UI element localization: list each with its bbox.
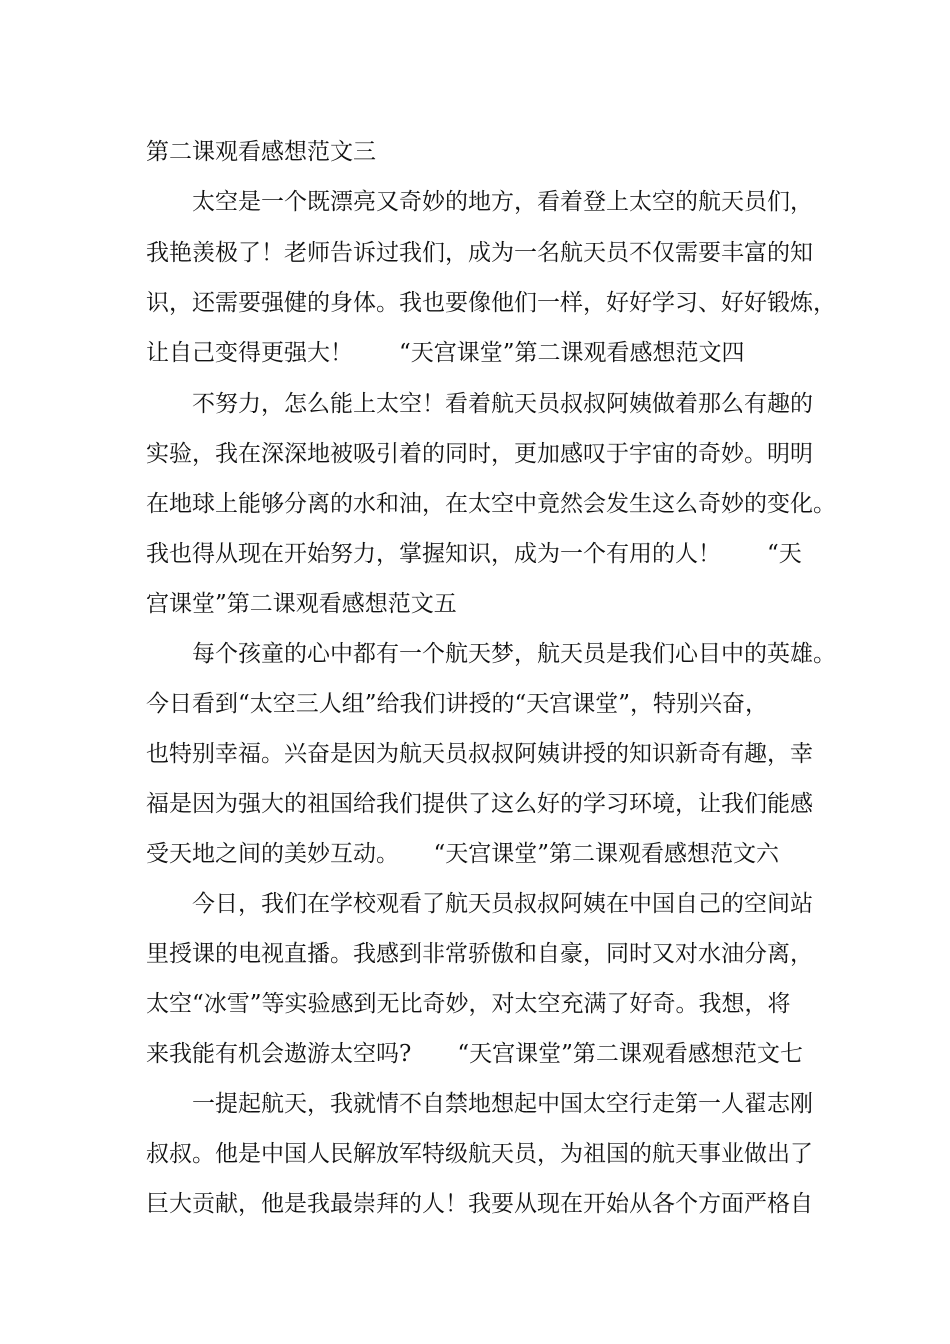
text-line: 第二课观看感想范文三	[146, 139, 376, 165]
text-line: 每个孩童的心中都有一个航天梦，航天员是我们心目中的英雄。	[146, 641, 836, 667]
text-line: 巨大贡献，他是我最崇拜的人！我要从现在开始从各个方面严格自	[146, 1191, 813, 1217]
text-line: 受天地之间的美妙互动。 “天宫课堂”第二课观看感想范文六	[146, 841, 780, 867]
text-line: 我也得从现在开始努力，掌握知识，成为一个有用的人！ “天	[146, 541, 802, 567]
text-line: 太空“冰雪”等实验感到无比奇妙，对太空充满了好奇。我想，将	[146, 991, 791, 1017]
text-line: 今日，我们在学校观看了航天员叔叔阿姨在中国自己的空间站	[146, 891, 813, 917]
text-line: 我艳羡极了！老师告诉过我们，成为一名航天员不仅需要丰富的知	[146, 240, 813, 266]
text-line: 太空是一个既漂亮又奇妙的地方，看着登上太空的航天员们，	[146, 189, 813, 215]
text-line: 不努力，怎么能上太空！看着航天员叔叔阿姨做着那么有趣的	[146, 391, 813, 417]
text-line: 今日看到“太空三人组”给我们讲授的“天宫课堂”，特别兴奋，	[146, 691, 769, 717]
text-line: 在地球上能够分离的水和油，在太空中竟然会发生这么奇妙的变化。	[146, 491, 836, 517]
text-line: 让自己变得更强大！ “天宫课堂”第二课观看感想范文四	[146, 340, 745, 366]
text-line: 识，还需要强健的身体。我也要像他们一样，好好学习、好好锻炼，	[146, 290, 836, 316]
text-line: 一提起航天，我就情不自禁地想起中国太空行走第一人翟志刚	[146, 1091, 813, 1117]
text-line: 叔叔。他是中国人民解放军特级航天员，为祖国的航天事业做出了	[146, 1141, 813, 1167]
text-line: 也特别幸福。兴奋是因为航天员叔叔阿姨讲授的知识新奇有趣，幸	[146, 741, 813, 767]
text-line: 宫课堂”第二课观看感想范文五	[146, 591, 457, 617]
text-line: 实验，我在深深地被吸引着的同时，更加感叹于宇宙的奇妙。明明	[146, 441, 813, 467]
text-line: 来我能有机会遨游太空吗? “天宫课堂”第二课观看感想范文七	[146, 1041, 803, 1067]
text-line: 里授课的电视直播。我感到非常骄傲和自豪，同时又对水油分离，	[146, 941, 813, 967]
text-line: 福是因为强大的祖国给我们提供了这么好的学习环境，让我们能感	[146, 791, 813, 817]
